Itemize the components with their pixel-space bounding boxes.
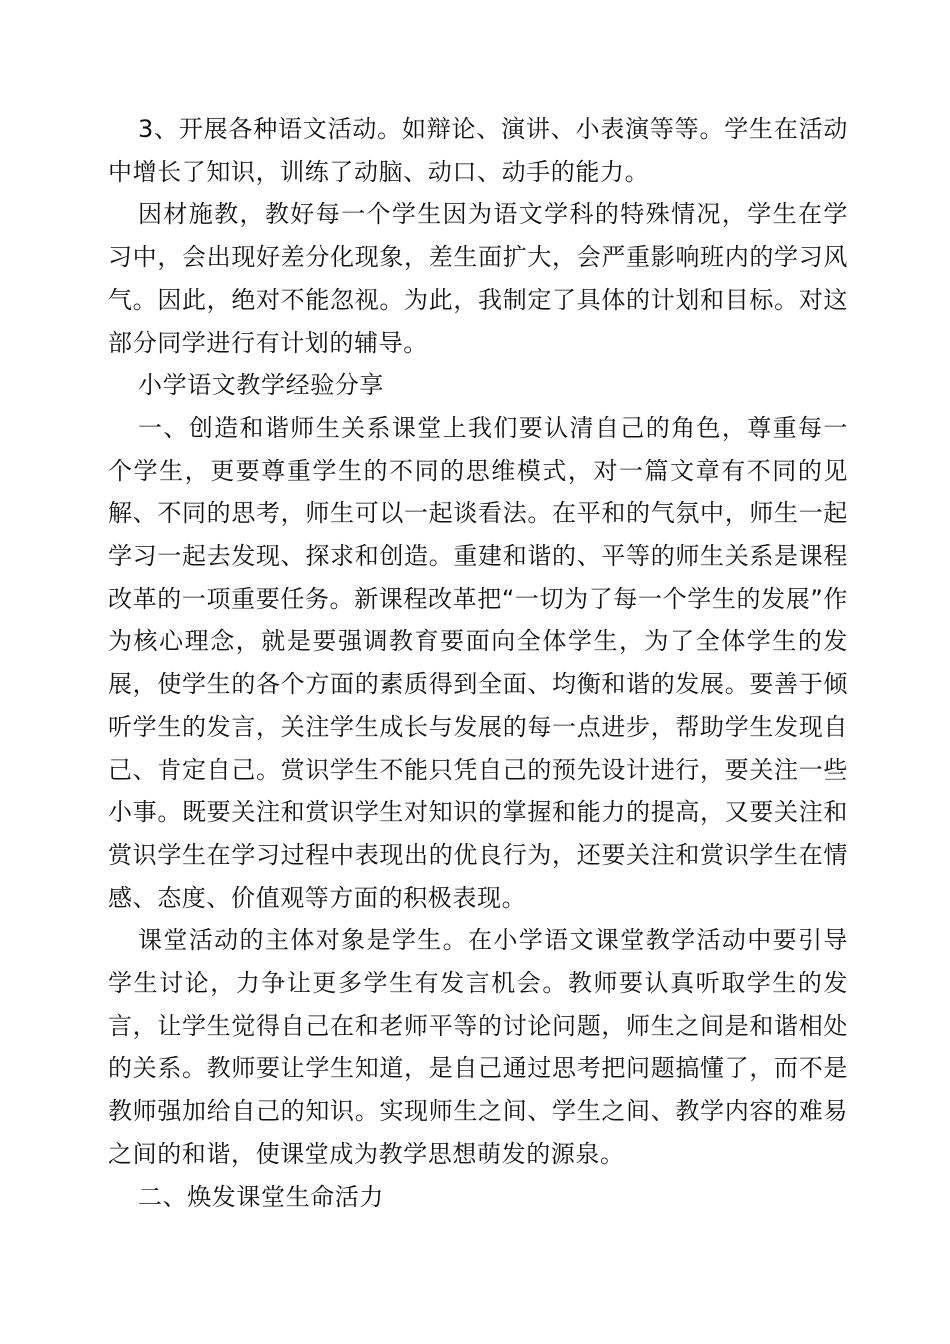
paragraph-activities: 3、开展各种语文活动。如辩论、演讲、小表演等等。学生在活动中增长了知识，训练了动脑、动口、动手的能力。 (108, 115, 848, 186)
section-heading-vitality: 二、焕发课堂生命活力 (138, 1182, 384, 1211)
paragraph-classroom-activities: 课堂活动的主体对象是学生。在小学语文课堂教学活动中要引导学生讨论，力争让更多学生有发言机会。教师要认真听取学生的发言，让学生觉得自己在和老师平等的讨论问题，师生之间是和谐相处的关系。教师要让学生知道，是自己通过思考把问题搞懂了，而不是教师强加给自己的知识。实现师生之间、学生之间、教学内容的难易之间的和谐，使课堂成为教学思想萌发的源泉。 (108, 926, 848, 1168)
section-heading-experience: 小学语文教学经验分享 (138, 371, 384, 400)
paragraph-individualized-teaching: 因材施教，教好每一个学生因为语文学科的特殊情况，学生在学习中，会出现好差分化现象，差生面扩大，会严重影响班内的学习风气。因此，绝对不能忽视。为此，我制定了具体的计划和目标。对这部分同学进行有计划的辅导。 (108, 200, 848, 357)
document-body (108, 108, 848, 1218)
paragraph-harmonious-relationship: 一、创造和谐师生关系课堂上我们要认清自己的角色，尊重每一个学生，更要尊重学生的不同的思维模式，对一篇文章有不同的见解、不同的思考，师生可以一起谈看法。在平和的气氛中，师生一起学习一起去发现、探求和创造。重建和谐的、平等的师生关系是课程改革的一项重要任务。新课程改革把“一切为了每一个学生的发展”作为核心理念，就是要强调教育要面向全体学生，为了全体学生的发展，使学生的各个方面的素质得到全面、均衡和谐的发展。要善于倾听学生的发言，关注学生成长与发展的每一点进步，帮助学生发现自己、肯定自己。赏识学生不能只凭自己的预先设计进行，要关注一些小事。既要关注和赏识学生对知识的掌握和能力的提高，又要关注和赏识学生在学习过程中表现出的优良行为，还要关注和赏识学生在情感、态度、价值观等方面的积极表现。 (108, 413, 848, 912)
